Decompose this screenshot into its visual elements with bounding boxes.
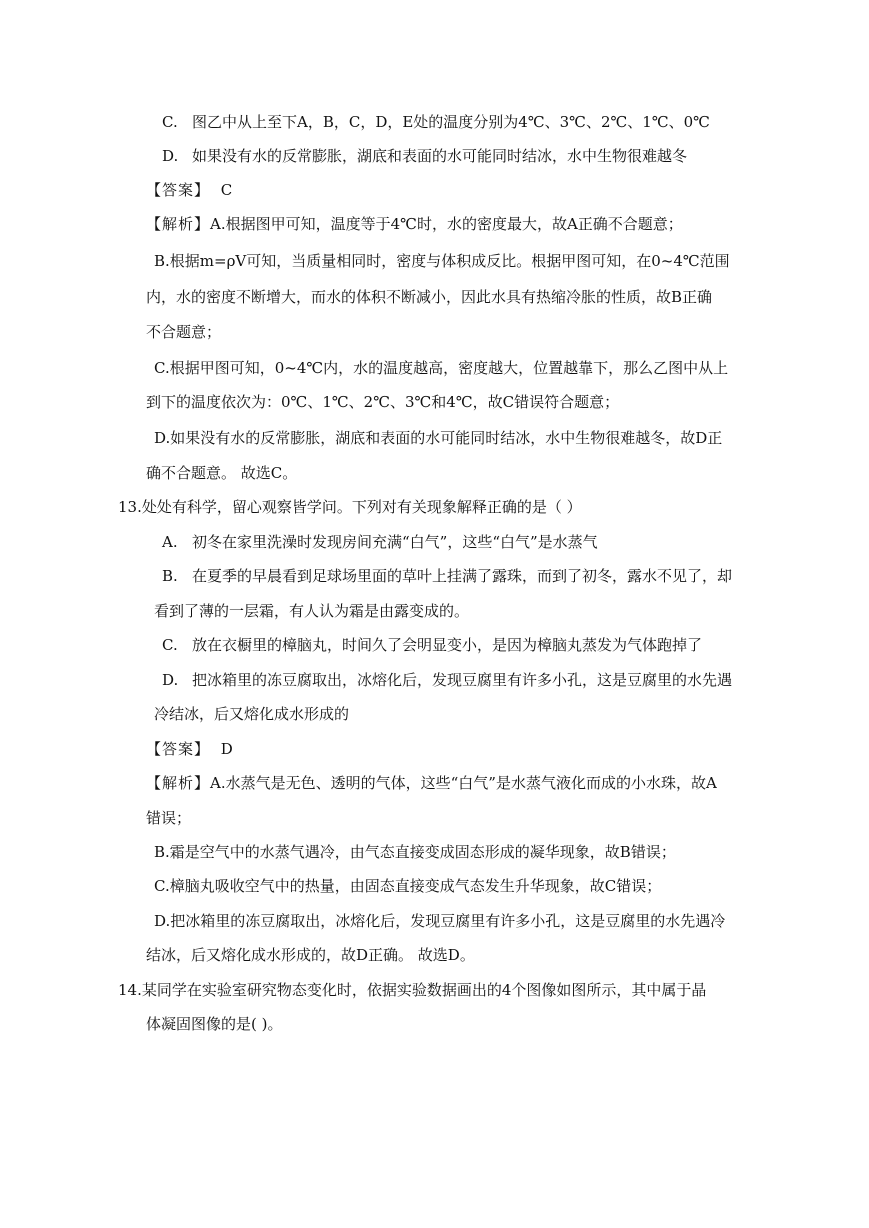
q12-option-d-letter: D. — [162, 147, 179, 165]
q12-option-c-text: 图乙中从上至下A，B，C，D，E处的温度分别为4℃、3℃、2℃、1℃、0℃ — [192, 113, 710, 131]
q14-stem — [118, 980, 706, 1000]
q13-option-b-letter: B. — [162, 567, 178, 585]
q13-analysis-line-6: 结冰，后又熔化成水形成的，故D正确。 故选D。 — [146, 946, 475, 964]
q13-analysis-text: A.水蒸气是无色、透明的气体，这些“白气”是水蒸气液化而成的小水珠，故A — [210, 774, 717, 792]
q12-option-c — [162, 112, 710, 132]
q12-option-c-letter: C. — [162, 113, 178, 131]
q13-option-c-text: 放在衣橱里的樟脑丸，时间久了会明显变小，是因为樟脑丸蒸发为气体跑掉了 — [192, 636, 703, 654]
q13-option-c — [162, 635, 702, 655]
q13-option-d-text: 把冰箱里的冻豆腐取出，冰熔化后，发现豆腐里有许多小孔，这是豆腐里的水先遇 — [192, 671, 733, 689]
q13-analysis-line-5: D.把冰箱里的冻豆腐取出，冰熔化后，发现豆腐里有许多小孔，这是豆腐里的水先遇冷 — [154, 912, 726, 930]
q13-option-d — [162, 670, 732, 690]
q13-analysis-line-2: 错误； — [146, 809, 192, 827]
q12-analysis-line-6: 到下的温度依次为：0℃、1℃、2℃、3℃和4℃，故C错误符合题意； — [146, 393, 620, 411]
q13-option-c-letter: C. — [162, 636, 178, 654]
q12-option-d — [162, 146, 687, 166]
q12-answer — [146, 180, 232, 200]
q14-stem-line-2: 体凝固图像的是( )。 — [146, 1015, 283, 1033]
q13-answer-label: 【答案】 — [146, 740, 211, 758]
q12-answer-value: C — [220, 181, 233, 199]
q13-option-d-letter: D. — [162, 671, 179, 689]
q13-analysis-label: 【解析】 — [146, 774, 211, 792]
q14-stem-text: 某同学在实验室研究物态变化时，依据实验数据画出的4个图像如图所示，其中属于晶 — [141, 981, 707, 999]
q12-analysis-line-2: B.根据m=ρV可知，当质量相同时，密度与体积成反比。根据甲图可知，在0~4℃范围 — [154, 252, 730, 270]
q14-number: 14. — [118, 981, 142, 999]
q13-stem — [118, 497, 582, 517]
q12-analysis-line-7: D.如果没有水的反常膨胀，湖底和表面的水可能同时结冰，水中生物很难越冬，故D正 — [154, 429, 723, 447]
q13-option-a-text: 初冬在家里洗澡时发现房间充满“白气”，这些“白气”是水蒸气 — [192, 533, 598, 551]
q13-option-a-letter: A. — [162, 533, 178, 551]
q13-answer-value: D — [220, 740, 233, 758]
q12-analysis-line-1 — [146, 214, 683, 234]
q13-option-b — [162, 566, 732, 586]
q13-analysis-line-1 — [146, 773, 717, 793]
q12-analysis-line-5: C.根据甲图可知，0~4℃内，水的温度越高，密度越大，位置越靠下，那么乙图中从上 — [154, 359, 729, 377]
q12-analysis-line-8: 确不合题意。 故选C。 — [146, 464, 298, 482]
q12-analysis-line-3: 内，水的密度不断增大，而水的体积不断减小，因此水具有热缩冷胀的性质，故B正确 — [146, 288, 713, 306]
q13-analysis-line-3: B.霜是空气中的水蒸气遇冷，由气态直接变成固态形成的凝华现象，故B错误； — [154, 843, 676, 861]
q13-number: 13. — [118, 498, 142, 516]
q13-option-a — [162, 532, 598, 552]
q13-option-d-line-2: 冷结冰，后又熔化成水形成的 — [154, 705, 350, 723]
q13-stem-text: 处处有科学，留心观察皆学问。下列对有关现象解释正确的是（ ） — [141, 498, 582, 516]
q12-option-d-text: 如果没有水的反常膨胀，湖底和表面的水可能同时结冰，水中生物很难越冬 — [192, 147, 688, 165]
q13-option-b-text: 在夏季的早晨看到足球场里面的草叶上挂满了露珠，而到了初冬，露水不见了，却 — [192, 567, 733, 585]
q13-option-b-line-2: 看到了薄的一层霜，有人认为霜是由露变成的。 — [154, 602, 470, 620]
q12-answer-label: 【答案】 — [146, 181, 211, 199]
q12-analysis-text: A.根据图甲可知，温度等于4℃时，水的密度最大，故A正确不合题意； — [210, 215, 683, 233]
q12-analysis-line-4: 不合题意； — [146, 323, 222, 341]
q13-answer — [146, 739, 233, 759]
q13-analysis-line-4: C.樟脑丸吸收空气中的热量，由固态直接变成气态发生升华现象，故C错误； — [154, 877, 662, 895]
q12-analysis-label: 【解析】 — [146, 215, 211, 233]
